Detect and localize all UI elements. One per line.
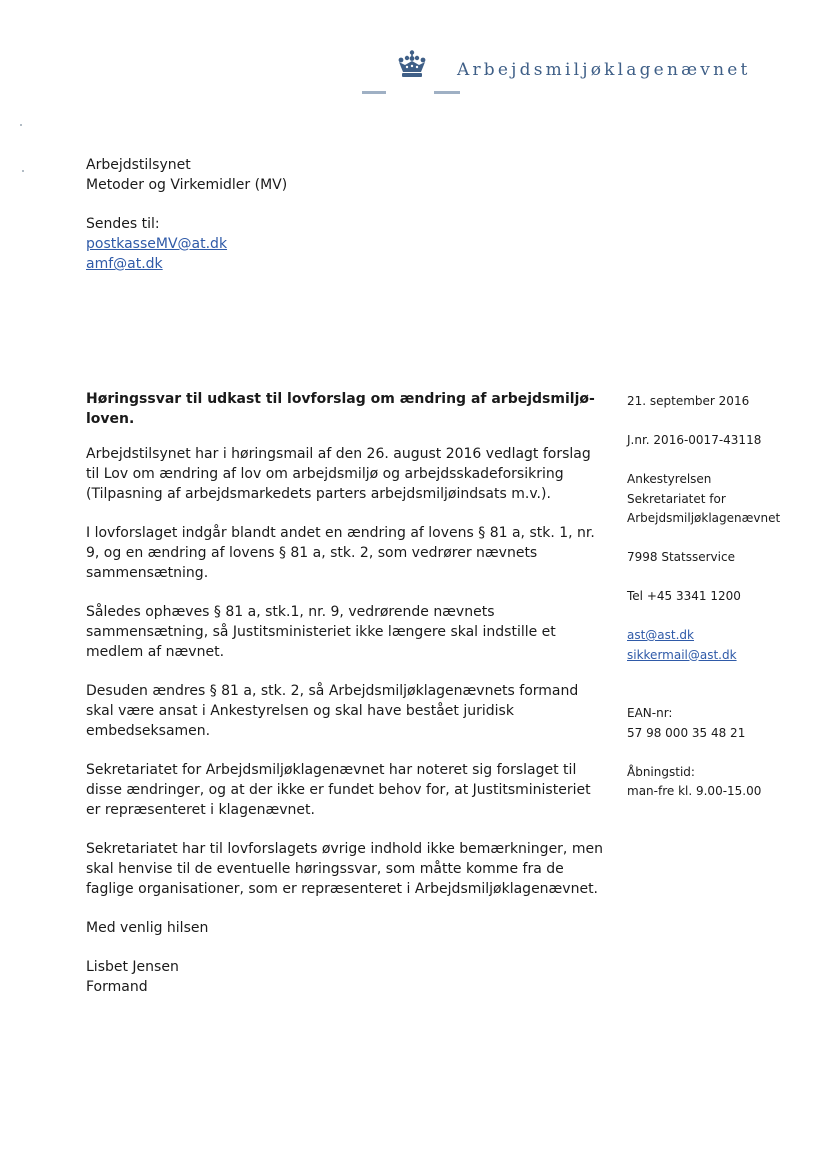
send-to-label: Sendes til:: [86, 216, 160, 232]
letterhead-rule-right: [434, 91, 460, 94]
body-paragraph: Desuden ændres § 81 a, stk. 2, så Arbejdsmiljøklagenævnets formand skal være ansat i Ankestyrelsen og skal have bestået juridisk embedseksamen.: [86, 683, 579, 739]
send-to-email-link[interactable]: postkasseMV@at.dk: [86, 236, 228, 252]
opening-hours-value: man-fre kl. 9.00-15.00: [627, 784, 762, 798]
sender-line: Sekretariatet for: [627, 491, 726, 506]
organization-name: Arbejdsmiljøklagenævnet: [457, 60, 751, 80]
signature-title: Formand: [86, 979, 148, 995]
send-to-email-link[interactable]: amf@at.dk: [86, 256, 163, 272]
sender-info-column: [627, 392, 822, 802]
scan-speck: [22, 170, 24, 172]
letterhead-rule-left: [362, 91, 386, 94]
signature-block: [86, 957, 606, 997]
recipient-block: [86, 155, 287, 195]
recipient-unit: Metoder og Virkemidler (MV): [86, 177, 288, 193]
letter-date: 21. september 2016: [627, 394, 750, 408]
body-paragraph: I lovforslaget indgår blandt andet en ændring af lovens § 81 a, stk. 1, nr. 9, og en ændring af lovens § 81 a, stk. 2, som vedrører nævnets sammensætning.: [86, 525, 595, 581]
sender-email-link[interactable]: ast@ast.dk: [627, 628, 695, 642]
recipient-org: Arbejdstilsynet: [86, 157, 191, 173]
sender-line: Ankestyrelsen: [627, 472, 712, 486]
send-to-block: [86, 214, 227, 274]
postal-address: 7998 Statsservice: [627, 550, 735, 564]
sender-line: Arbejdsmiljøklagenævnet: [627, 511, 781, 525]
journal-number: J.nr. 2016-0017-43118: [627, 433, 762, 447]
body-paragraph: Arbejdstilsynet har i høringsmail af den 26. august 2016 vedlagt forslag til Lov om ændring af lov om arbejdsmiljø og arbejdsskadeforsikring (Tilpasning af arbejdsmarkedets parters arbejdsmiljøindsats m.v.).: [86, 446, 591, 502]
letter-subject: Høringssvar til udkast til lovforslag om ændring af arbejdsmiljø-loven.: [86, 391, 595, 427]
sender-email-link[interactable]: sikkermail@ast.dk: [627, 647, 737, 662]
body-paragraph: Sekretariatet har til lovforslagets øvrige indhold ikke bemærkninger, men skal henvise til de eventuelle høringssvar, som måtte komme fra de faglige organisationer, som er repræsenteret i Arbejdsmiljøklagenævnet.: [86, 841, 603, 897]
opening-hours-label: Åbningstid:: [627, 764, 695, 779]
ean-value: 57 98 000 35 48 21: [627, 725, 746, 740]
phone-number: Tel +45 3341 1200: [627, 589, 741, 603]
closing-greeting: Med venlig hilsen: [86, 920, 209, 936]
signature-name: Lisbet Jensen: [86, 959, 179, 975]
body-paragraph: Sekretariatet for Arbejdsmiljøklagenævnet har noteret sig forslaget til disse ændringer, og at der ikke er fundet behov for, at Justitsministeriet er repræsenteret i klagenævnet.: [86, 762, 591, 818]
letter-body: [86, 389, 606, 997]
body-paragraph: Således ophæves § 81 a, stk.1, nr. 9, vedrørende nævnets sammensætning, så Justitsministeriet ikke længere skal indstille et medlem af nævnet.: [86, 604, 556, 660]
ean-label: EAN-nr:: [627, 706, 673, 720]
crown-logo-icon: [395, 50, 429, 80]
scan-speck: [20, 124, 22, 126]
